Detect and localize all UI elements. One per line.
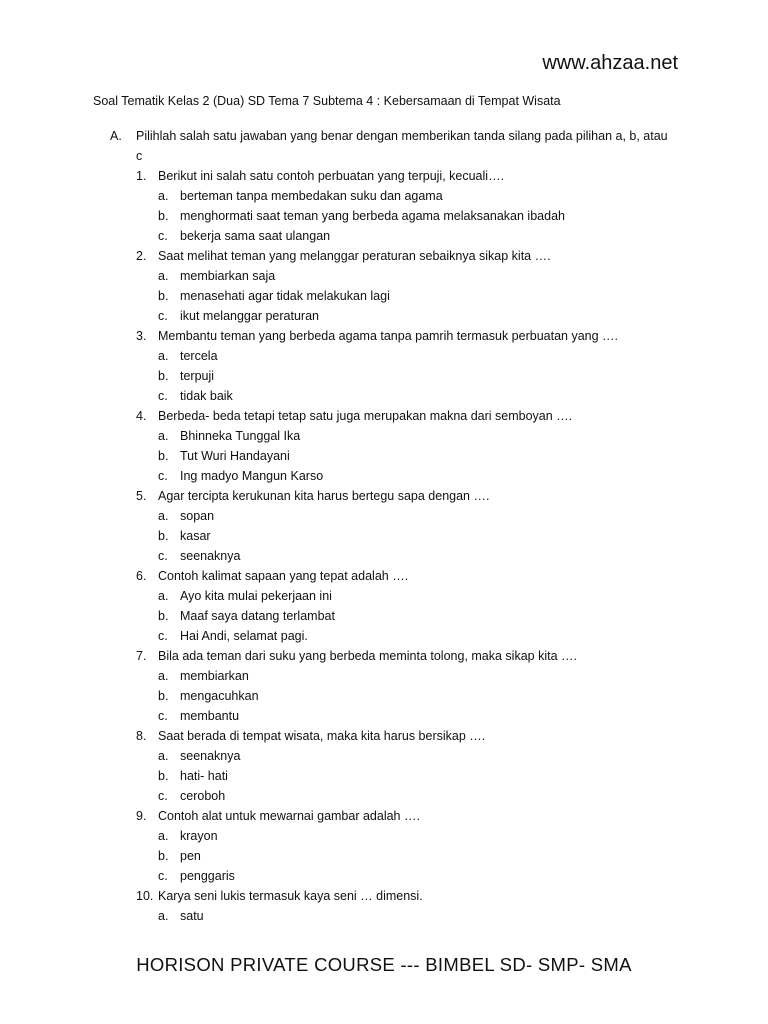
option-text: hati- hati — [180, 769, 228, 783]
option-letter: b. — [158, 769, 169, 783]
option-letter: b. — [158, 529, 169, 543]
question-item — [136, 166, 670, 186]
question-text: Saat berada di tempat wisata, maka kita harus bersikap …. — [158, 729, 486, 743]
option-letter: b. — [158, 849, 169, 863]
option-text: kasar — [180, 529, 211, 543]
answer-option — [158, 626, 670, 646]
option-letter: c. — [158, 229, 168, 243]
option-letter: c. — [158, 709, 168, 723]
option-text: penggaris — [180, 869, 235, 883]
option-letter: b. — [158, 689, 169, 703]
answer-option — [158, 386, 670, 406]
option-text: satu — [180, 909, 204, 923]
option-text: seenaknya — [180, 749, 241, 763]
option-text: mengacuhkan — [180, 689, 259, 703]
answer-option — [158, 226, 670, 246]
question-text: Berbeda- beda tetapi tetap satu juga merupakan makna dari semboyan …. — [158, 409, 573, 423]
answer-option — [158, 786, 670, 806]
answer-option — [158, 506, 670, 526]
footer-text: HORISON PRIVATE COURSE --- BIMBEL SD- SMP- SMA — [136, 954, 632, 975]
answer-option — [158, 466, 670, 486]
answer-option — [158, 826, 670, 846]
option-letter: c. — [158, 549, 168, 563]
question-list — [136, 166, 670, 926]
question-number: 4. — [136, 409, 147, 423]
option-text: tidak baik — [180, 389, 233, 403]
option-text: Hai Andi, selamat pagi. — [180, 629, 308, 643]
question-number: 5. — [136, 489, 147, 503]
option-letter: b. — [158, 449, 169, 463]
answer-option — [158, 186, 670, 206]
answer-option — [158, 266, 670, 286]
answer-option — [158, 526, 670, 546]
option-letter: b. — [158, 369, 169, 383]
question-number: 6. — [136, 569, 147, 583]
section-instruction: Pilihlah salah satu jawaban yang benar dengan memberikan tanda silang pada pilihan a, b, atau c — [136, 129, 668, 163]
option-text: tercela — [180, 349, 218, 363]
option-letter: a. — [158, 669, 169, 683]
answer-option — [158, 286, 670, 306]
question-number: 2. — [136, 249, 147, 263]
answer-option — [158, 546, 670, 566]
question-number: 9. — [136, 809, 147, 823]
answer-option — [158, 766, 670, 786]
question-item — [136, 566, 670, 586]
question-item — [136, 646, 670, 666]
option-text: bekerja sama saat ulangan — [180, 229, 331, 243]
question-text: Berikut ini salah satu contoh perbuatan yang terpuji, kecuali…. — [158, 169, 505, 183]
option-text: membiarkan — [180, 669, 249, 683]
answer-option — [158, 706, 670, 726]
answer-option — [158, 206, 670, 226]
option-text: Ayo kita mulai pekerjaan ini — [180, 589, 332, 603]
answer-option — [158, 906, 670, 926]
answer-option — [158, 366, 670, 386]
option-letter: a. — [158, 189, 169, 203]
option-text: membiarkan saja — [180, 269, 276, 283]
question-number: 10. — [136, 889, 154, 903]
option-letter: a. — [158, 429, 169, 443]
option-text: ikut melanggar peraturan — [180, 309, 319, 323]
option-letter: a. — [158, 349, 169, 363]
option-letter: a. — [158, 829, 169, 843]
question-number: 1. — [136, 169, 147, 183]
option-text: membantu — [180, 709, 240, 723]
option-text: ceroboh — [180, 789, 226, 803]
option-text: Maaf saya datang terlambat — [180, 609, 335, 623]
question-item — [136, 726, 670, 746]
answer-option — [158, 846, 670, 866]
option-text: berteman tanpa membedakan suku dan agama — [180, 189, 443, 203]
option-letter: a. — [158, 269, 169, 283]
option-letter: a. — [158, 589, 169, 603]
option-letter: b. — [158, 609, 169, 623]
option-text: terpuji — [180, 369, 215, 383]
question-text: Membantu teman yang berbeda agama tanpa pamrih termasuk perbuatan yang …. — [158, 329, 618, 343]
document-title: Soal Tematik Kelas 2 (Dua) SD Tema 7 Subtema 4 : Kebersamaan di Tempat Wisata — [93, 94, 561, 108]
question-item — [136, 246, 670, 266]
option-letter: c. — [158, 869, 168, 883]
answer-option — [158, 606, 670, 626]
option-text: pen — [180, 849, 201, 863]
option-text: krayon — [180, 829, 218, 843]
question-section — [110, 126, 670, 926]
answer-option — [158, 686, 670, 706]
answer-option — [158, 746, 670, 766]
option-letter: a. — [158, 909, 169, 923]
option-letter: c. — [158, 469, 168, 483]
question-text: Saat melihat teman yang melanggar peraturan sebaiknya sikap kita …. — [158, 249, 551, 263]
question-item — [136, 406, 670, 426]
option-text: sopan — [180, 509, 215, 523]
site-url: www.ahzaa.net — [542, 52, 678, 74]
answer-option — [158, 666, 670, 686]
question-text: Contoh alat untuk mewarnai gambar adalah …. — [158, 809, 420, 823]
answer-option — [158, 866, 670, 886]
question-item — [136, 806, 670, 826]
question-item — [136, 886, 670, 906]
question-text: Contoh kalimat sapaan yang tepat adalah …. — [158, 569, 409, 583]
option-text: Ing madyo Mangun Karso — [180, 469, 324, 483]
option-text: menasehati agar tidak melakukan lagi — [180, 289, 390, 303]
option-letter: a. — [158, 749, 169, 763]
answer-option — [158, 346, 670, 366]
option-letter: c. — [158, 389, 168, 403]
question-number: 7. — [136, 649, 147, 663]
section-letter: A. — [110, 129, 122, 143]
option-letter: c. — [158, 629, 168, 643]
option-text: menghormati saat teman yang berbeda agama melaksanakan ibadah — [180, 209, 565, 223]
question-number: 3. — [136, 329, 147, 343]
answer-option — [158, 446, 670, 466]
option-letter: c. — [158, 309, 168, 323]
question-item — [136, 326, 670, 346]
answer-option — [158, 586, 670, 606]
question-text: Karya seni lukis termasuk kaya seni … dimensi. — [158, 889, 423, 903]
section-header — [110, 126, 670, 166]
option-text: Tut Wuri Handayani — [180, 449, 290, 463]
answer-option — [158, 306, 670, 326]
option-letter: a. — [158, 509, 169, 523]
option-text: Bhinneka Tunggal Ika — [180, 429, 301, 443]
option-letter: b. — [158, 289, 169, 303]
question-item — [136, 486, 670, 506]
question-number: 8. — [136, 729, 147, 743]
question-text: Agar tercipta kerukunan kita harus bertegu sapa dengan …. — [158, 489, 490, 503]
option-text: seenaknya — [180, 549, 241, 563]
question-text: Bila ada teman dari suku yang berbeda meminta tolong, maka sikap kita …. — [158, 649, 577, 663]
option-letter: b. — [158, 209, 169, 223]
answer-option — [158, 426, 670, 446]
option-letter: c. — [158, 789, 168, 803]
